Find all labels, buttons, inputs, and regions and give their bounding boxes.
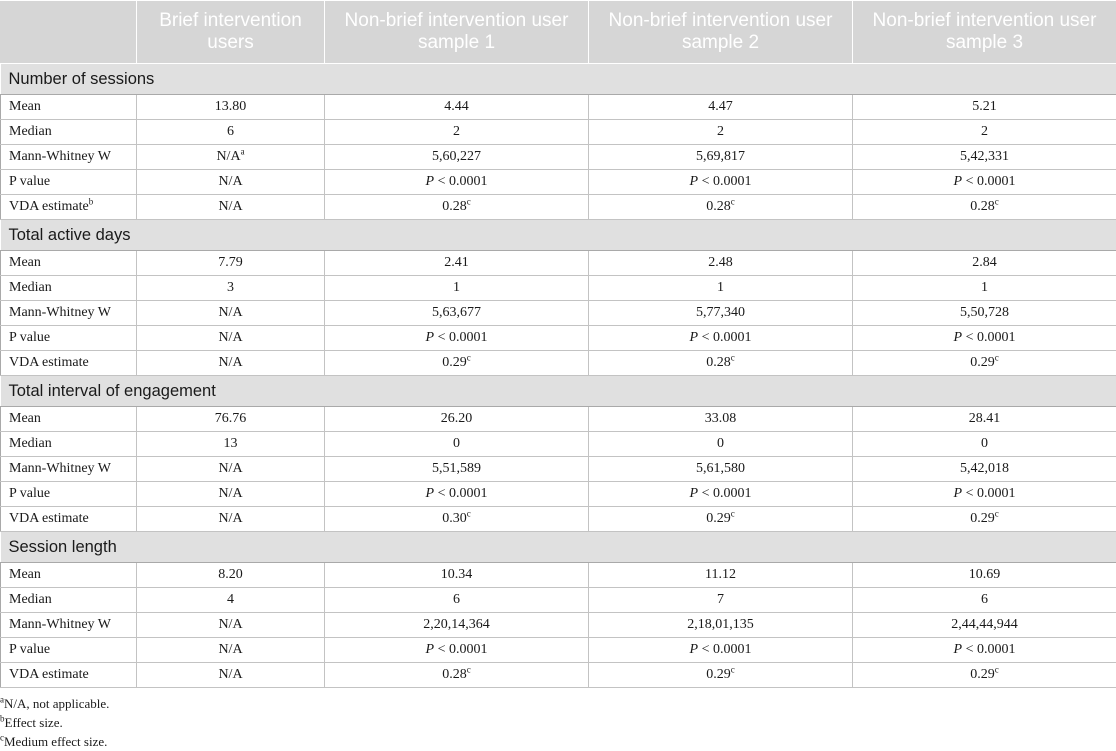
cell-value: 2,20,14,364 (423, 617, 490, 632)
footnote-marker: c (467, 352, 471, 362)
value-cell (325, 301, 589, 326)
p-symbol: P (426, 486, 435, 501)
table-row (1, 251, 1116, 276)
row-label: P value (9, 642, 50, 657)
section-title: Session length (1, 532, 1116, 563)
cell-value: 5,69,817 (696, 149, 745, 164)
cell-value: 0.28 (706, 199, 731, 214)
header-row (1, 1, 1116, 64)
cell-value: 13 (224, 436, 238, 451)
cell-value: N/A (218, 355, 242, 370)
value-cell (137, 351, 325, 376)
row-label: P value (9, 486, 50, 501)
value-cell (137, 507, 325, 532)
cell-value: 33.08 (705, 411, 737, 426)
table-row (1, 482, 1116, 507)
footnote-mark: a (0, 695, 4, 705)
value-cell (589, 326, 853, 351)
header-non-brief-sample-1: Non-brief intervention user sample 1 (325, 1, 589, 64)
cell-value: 1 (453, 280, 460, 295)
section-header-row (1, 532, 1116, 563)
value-cell (853, 432, 1116, 457)
row-label-cell (1, 432, 137, 457)
value-cell (589, 432, 853, 457)
footnote-marker: c (995, 352, 999, 362)
footnote-text: Effect size. (5, 715, 63, 730)
section-title: Total interval of engagement (1, 376, 1116, 407)
value-cell (589, 145, 853, 170)
table-row (1, 663, 1116, 688)
section-header-row (1, 220, 1116, 251)
p-symbol: P (426, 330, 435, 345)
value-cell (137, 663, 325, 688)
cell-value: 5,42,331 (960, 149, 1009, 164)
cell-value: < 0.0001 (434, 642, 487, 657)
row-label: VDA estimate (9, 355, 89, 370)
table-row (1, 563, 1116, 588)
cell-value: 7.79 (218, 255, 243, 270)
cell-value: < 0.0001 (698, 642, 751, 657)
row-label-cell (1, 195, 137, 220)
cell-value: 0.29 (706, 667, 731, 682)
cell-value: 26.20 (441, 411, 473, 426)
cell-value: < 0.0001 (698, 486, 751, 501)
value-cell (853, 407, 1116, 432)
row-label: VDA estimate (9, 199, 89, 214)
table-row (1, 326, 1116, 351)
cell-value: N/A (218, 617, 242, 632)
table-row (1, 588, 1116, 613)
value-cell (325, 95, 589, 120)
cell-value: 8.20 (218, 567, 243, 582)
cell-value: 6 (981, 592, 988, 607)
value-cell (589, 195, 853, 220)
row-label-cell (1, 457, 137, 482)
value-cell (137, 638, 325, 663)
section-title: Number of sessions (1, 64, 1116, 95)
cell-value: 5,60,227 (432, 149, 481, 164)
footnote-marker: c (995, 508, 999, 518)
value-cell (137, 563, 325, 588)
footnote-marker: a (241, 146, 245, 156)
value-cell (137, 145, 325, 170)
cell-value: 10.34 (441, 567, 473, 582)
cell-value: 2 (717, 124, 724, 139)
footnote-mark: c (0, 733, 4, 743)
value-cell (853, 457, 1116, 482)
cell-value: 5.21 (972, 99, 997, 114)
p-symbol: P (954, 174, 963, 189)
table-row (1, 432, 1116, 457)
cell-value: N/A (218, 174, 242, 189)
p-symbol: P (690, 174, 699, 189)
header-brief-intervention-users: Brief intervention users (137, 1, 325, 64)
cell-value: 28.41 (969, 411, 1001, 426)
row-label-cell (1, 251, 137, 276)
cell-value: 2.41 (444, 255, 469, 270)
cell-value: 1 (717, 280, 724, 295)
cell-value: < 0.0001 (698, 174, 751, 189)
value-cell (137, 251, 325, 276)
row-label: P value (9, 174, 50, 189)
cell-value: 0.30 (442, 511, 467, 526)
cell-value: 4.47 (708, 99, 733, 114)
row-label-cell (1, 276, 137, 301)
cell-value: 5,50,728 (960, 305, 1009, 320)
row-label-cell (1, 351, 137, 376)
value-cell (325, 351, 589, 376)
cell-value: 2.48 (708, 255, 733, 270)
cell-value: 3 (227, 280, 234, 295)
row-label-cell (1, 663, 137, 688)
value-cell (853, 563, 1116, 588)
cell-value: 0.29 (970, 511, 995, 526)
row-label: VDA estimate (9, 511, 89, 526)
row-label: Median (9, 124, 52, 139)
footnote-text: Medium effect size. (4, 734, 107, 749)
cell-value: < 0.0001 (434, 174, 487, 189)
p-symbol: P (426, 642, 435, 657)
cell-value: < 0.0001 (434, 486, 487, 501)
value-cell (325, 482, 589, 507)
footnote (0, 713, 109, 732)
value-cell (589, 407, 853, 432)
p-symbol: P (690, 486, 699, 501)
value-cell (325, 407, 589, 432)
table-row (1, 145, 1116, 170)
value-cell (853, 482, 1116, 507)
cell-value: N/A (218, 330, 242, 345)
table-row (1, 120, 1116, 145)
value-cell (589, 95, 853, 120)
footnote-marker: c (731, 664, 735, 674)
value-cell (137, 95, 325, 120)
value-cell (589, 276, 853, 301)
cell-value: 0.28 (970, 199, 995, 214)
value-cell (137, 195, 325, 220)
value-cell (589, 613, 853, 638)
value-cell (137, 301, 325, 326)
value-cell (853, 638, 1116, 663)
footnote-marker: c (467, 196, 471, 206)
row-label: P value (9, 330, 50, 345)
value-cell (325, 663, 589, 688)
value-cell (853, 145, 1116, 170)
value-cell (853, 170, 1116, 195)
value-cell (325, 588, 589, 613)
table-header (1, 1, 1116, 64)
cell-value: 2.84 (972, 255, 997, 270)
value-cell (853, 95, 1116, 120)
row-label-cell (1, 326, 137, 351)
table-row (1, 638, 1116, 663)
row-label: Mann-Whitney W (9, 149, 111, 164)
footnote (0, 694, 109, 713)
value-cell (137, 432, 325, 457)
value-cell (589, 351, 853, 376)
p-symbol: P (954, 642, 963, 657)
row-label-cell (1, 120, 137, 145)
cell-value: 0.28 (706, 355, 731, 370)
p-symbol: P (690, 330, 699, 345)
cell-value: N/A (218, 667, 242, 682)
value-cell (589, 301, 853, 326)
value-cell (853, 301, 1116, 326)
row-label: Mean (9, 99, 41, 114)
p-symbol: P (690, 642, 699, 657)
table-row (1, 276, 1116, 301)
footnote-marker: c (731, 508, 735, 518)
cell-value: 0 (981, 436, 988, 451)
value-cell (325, 276, 589, 301)
cell-value: 5,77,340 (696, 305, 745, 320)
value-cell (325, 145, 589, 170)
footnote-text: N/A, not applicable. (4, 696, 109, 711)
row-label: Mean (9, 567, 41, 582)
table-row (1, 95, 1116, 120)
value-cell (325, 507, 589, 532)
table-row (1, 407, 1116, 432)
p-symbol: P (426, 174, 435, 189)
cell-value: 0.29 (442, 355, 467, 370)
cell-value: 4 (227, 592, 234, 607)
row-label: Mean (9, 255, 41, 270)
value-cell (589, 482, 853, 507)
cell-value: 2 (981, 124, 988, 139)
cell-value: 2,18,01,135 (687, 617, 754, 632)
value-cell (589, 251, 853, 276)
cell-value: 1 (981, 280, 988, 295)
value-cell (137, 588, 325, 613)
cell-value: 0.28 (442, 199, 467, 214)
cell-value: 0.29 (970, 667, 995, 682)
cell-value: < 0.0001 (434, 330, 487, 345)
cell-value: < 0.0001 (962, 330, 1015, 345)
value-cell (137, 407, 325, 432)
p-symbol: P (954, 486, 963, 501)
cell-value: N/A (218, 305, 242, 320)
footnote-marker: c (731, 196, 735, 206)
value-cell (589, 588, 853, 613)
table-body (1, 64, 1116, 688)
value-cell (589, 563, 853, 588)
value-cell (589, 170, 853, 195)
cell-value: 0.28 (442, 667, 467, 682)
table-row (1, 457, 1116, 482)
row-label: Mann-Whitney W (9, 617, 111, 632)
cell-value: N/A (218, 642, 242, 657)
value-cell (853, 613, 1116, 638)
section-header-row (1, 64, 1116, 95)
footnote-marker: c (995, 664, 999, 674)
cell-value: < 0.0001 (962, 486, 1015, 501)
cell-value: 5,51,589 (432, 461, 481, 476)
cell-value: N/A (218, 486, 242, 501)
cell-value: 7 (717, 592, 724, 607)
row-label: Median (9, 592, 52, 607)
table-row (1, 195, 1116, 220)
value-cell (589, 120, 853, 145)
value-cell (325, 251, 589, 276)
table-row (1, 507, 1116, 532)
footnote (0, 732, 109, 751)
cell-value: 6 (453, 592, 460, 607)
cell-value: N/A (216, 149, 240, 164)
row-label-cell (1, 507, 137, 532)
cell-value: 0.29 (970, 355, 995, 370)
value-cell (589, 638, 853, 663)
footnote-marker: c (731, 352, 735, 362)
value-cell (325, 120, 589, 145)
row-label-cell (1, 95, 137, 120)
value-cell (853, 507, 1116, 532)
value-cell (137, 170, 325, 195)
cell-value: < 0.0001 (962, 642, 1015, 657)
value-cell (325, 613, 589, 638)
row-label: Mann-Whitney W (9, 305, 111, 320)
header-corner (1, 1, 137, 64)
value-cell (325, 457, 589, 482)
value-cell (137, 482, 325, 507)
value-cell (853, 326, 1116, 351)
row-label: Mann-Whitney W (9, 461, 111, 476)
value-cell (589, 457, 853, 482)
footnote-marker: c (995, 196, 999, 206)
value-cell (853, 195, 1116, 220)
value-cell (325, 326, 589, 351)
cell-value: < 0.0001 (698, 330, 751, 345)
value-cell (853, 120, 1116, 145)
header-non-brief-sample-2: Non-brief intervention user sample 2 (589, 1, 853, 64)
p-symbol: P (954, 330, 963, 345)
cell-value: N/A (218, 199, 242, 214)
value-cell (137, 326, 325, 351)
value-cell (325, 432, 589, 457)
row-label-cell (1, 563, 137, 588)
cell-value: 10.69 (969, 567, 1001, 582)
cell-value: N/A (218, 511, 242, 526)
cell-value: 5,61,580 (696, 461, 745, 476)
value-cell (853, 276, 1116, 301)
cell-value: 0 (717, 436, 724, 451)
cell-value: 0 (453, 436, 460, 451)
cell-value: 76.76 (215, 411, 247, 426)
value-cell (325, 170, 589, 195)
footnote-marker: c (467, 508, 471, 518)
value-cell (325, 563, 589, 588)
table-row (1, 301, 1116, 326)
row-label: Mean (9, 411, 41, 426)
value-cell (137, 613, 325, 638)
row-label-cell (1, 301, 137, 326)
footnote-marker: c (467, 664, 471, 674)
section-header-row (1, 376, 1116, 407)
cell-value: 5,42,018 (960, 461, 1009, 476)
cell-value: < 0.0001 (962, 174, 1015, 189)
row-label-cell (1, 482, 137, 507)
cell-value: N/A (218, 461, 242, 476)
cell-value: 4.44 (444, 99, 469, 114)
value-cell (853, 351, 1116, 376)
footnote-mark: b (0, 714, 5, 724)
value-cell (325, 195, 589, 220)
cell-value: 2,44,44,944 (951, 617, 1018, 632)
row-label-cell (1, 613, 137, 638)
row-label: Median (9, 280, 52, 295)
cell-value: 11.12 (705, 567, 736, 582)
value-cell (589, 663, 853, 688)
value-cell (853, 588, 1116, 613)
table-row (1, 170, 1116, 195)
row-label-cell (1, 145, 137, 170)
row-label: Median (9, 436, 52, 451)
row-label: VDA estimate (9, 667, 89, 682)
cell-value: 2 (453, 124, 460, 139)
section-title: Total active days (1, 220, 1116, 251)
row-label-cell (1, 638, 137, 663)
footnote-marker: b (89, 196, 94, 206)
table-row (1, 351, 1116, 376)
row-label-cell (1, 407, 137, 432)
value-cell (589, 507, 853, 532)
row-label-cell (1, 170, 137, 195)
row-label-cell (1, 588, 137, 613)
footnotes (0, 694, 109, 751)
cell-value: 5,63,677 (432, 305, 481, 320)
value-cell (325, 638, 589, 663)
table-row (1, 613, 1116, 638)
value-cell (853, 251, 1116, 276)
cell-value: 13.80 (215, 99, 247, 114)
value-cell (137, 457, 325, 482)
header-non-brief-sample-3: Non-brief intervention user sample 3 (853, 1, 1116, 64)
value-cell (853, 663, 1116, 688)
value-cell (137, 276, 325, 301)
cell-value: 0.29 (706, 511, 731, 526)
cell-value: 6 (227, 124, 234, 139)
value-cell (137, 120, 325, 145)
